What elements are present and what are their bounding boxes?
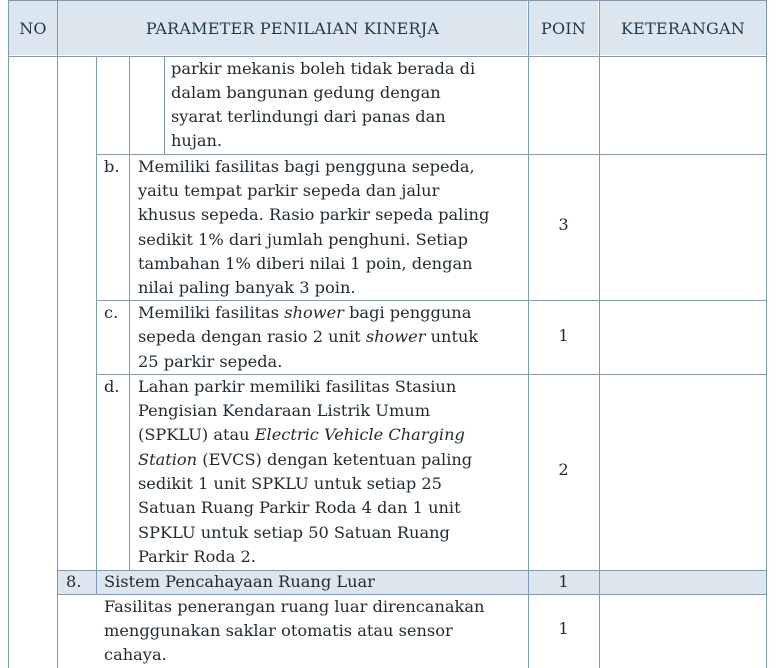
row-8-title: Sistem Pencahayaan Ruang Luar — [104, 572, 375, 591]
row-8-sub-text-line: menggunakan saklar otomatis atau sensor — [104, 621, 453, 640]
item-c-text-line-2 — [138, 325, 478, 349]
item-d-emphasis: Electric Vehicle Charging — [254, 425, 465, 444]
item-c-text-line-3: 25 parkir sepeda. — [138, 352, 283, 371]
item-b-text-line: sedikit 1% dari jumlah penghuni. Setiap — [138, 230, 468, 249]
grid-line — [8, 0, 767, 1]
item-a-text-line: syarat terlindungi dari panas dan — [171, 107, 446, 126]
item-d-text: (EVCS) dengan ketentuan paling — [197, 450, 473, 469]
item-c-text: Memiliki fasilitas — [138, 303, 285, 322]
item-c-text: bagi pengguna — [343, 303, 472, 322]
item-c-emphasis: shower — [365, 327, 426, 346]
header-no: NO — [9, 1, 57, 55]
grid-line — [766, 0, 767, 668]
item-d-text-line-6: Satuan Ruang Parkir Roda 4 dan 1 unit — [138, 498, 461, 517]
row-8-number: 8. — [66, 572, 82, 591]
item-c-letter: c. — [104, 303, 119, 322]
grid-line — [8, 0, 9, 668]
header-keterangan: KETERANGAN — [600, 1, 766, 55]
row-8-poin: 1 — [558, 572, 569, 591]
grid-line — [129, 56, 130, 570]
item-c-text-line-1 — [138, 301, 471, 325]
item-d-text-line-4 — [138, 448, 472, 472]
item-b-text-line: Memiliki fasilitas bagi pengguna sepeda, — [138, 157, 475, 176]
item-d-text: (SPKLU) atau — [138, 425, 255, 444]
item-d-text-line-3 — [138, 423, 465, 447]
row-8-sub-text-line: cahaya. — [104, 645, 167, 664]
item-a-text-line: parkir mekanis boleh tidak berada di — [171, 59, 476, 78]
header-poin: POIN — [529, 1, 598, 55]
item-b-text-line: nilai paling banyak 3 poin. — [138, 278, 356, 297]
item-d-emphasis: Station — [138, 450, 198, 469]
row-8-sub-poin: 1 — [558, 619, 569, 638]
grid-line — [164, 56, 165, 154]
item-b-text-line: tambahan 1% diberi nilai 1 poin, dengan — [138, 254, 473, 273]
item-d-text-line-2: Pengisian Kendaraan Listrik Umum — [138, 401, 431, 420]
item-c-emphasis: shower — [284, 303, 344, 322]
item-b-text-line: khusus sepeda. Rasio parkir sepeda paling — [138, 205, 490, 224]
item-b-letter: b. — [104, 157, 120, 176]
item-c-text: untuk — [425, 327, 479, 346]
grid-line — [57, 0, 58, 668]
item-d-text-line-5: sedikit 1 unit SPKLU untuk setiap 25 — [138, 474, 442, 493]
item-a-text-line: hujan. — [171, 131, 223, 150]
item-c-poin: 1 — [558, 326, 569, 345]
item-a-text-line: dalam bangunan gedung dengan — [171, 83, 441, 102]
item-c-text: sepeda dengan rasio 2 unit — [138, 327, 366, 346]
row-8-sub-text-line: Fasilitas penerangan ruang luar direncanakan — [104, 597, 485, 616]
item-d-poin: 2 — [558, 460, 569, 479]
item-d-text-line-8: Parkir Roda 2. — [138, 547, 256, 566]
item-d-text-line-7: SPKLU untuk setiap 50 Satuan Ruang — [138, 523, 450, 542]
item-d-letter: d. — [104, 377, 120, 396]
item-b-poin: 3 — [558, 215, 569, 234]
grid-line — [599, 0, 600, 668]
header-parameter: PARAMETER PENILAIAN KINERJA — [58, 1, 527, 55]
grid-line — [96, 56, 97, 594]
item-d-text-line-1: Lahan parkir memiliki fasilitas Stasiun — [138, 377, 457, 396]
item-b-text-line: yaitu tempat parkir sepeda dan jalur — [138, 181, 440, 200]
